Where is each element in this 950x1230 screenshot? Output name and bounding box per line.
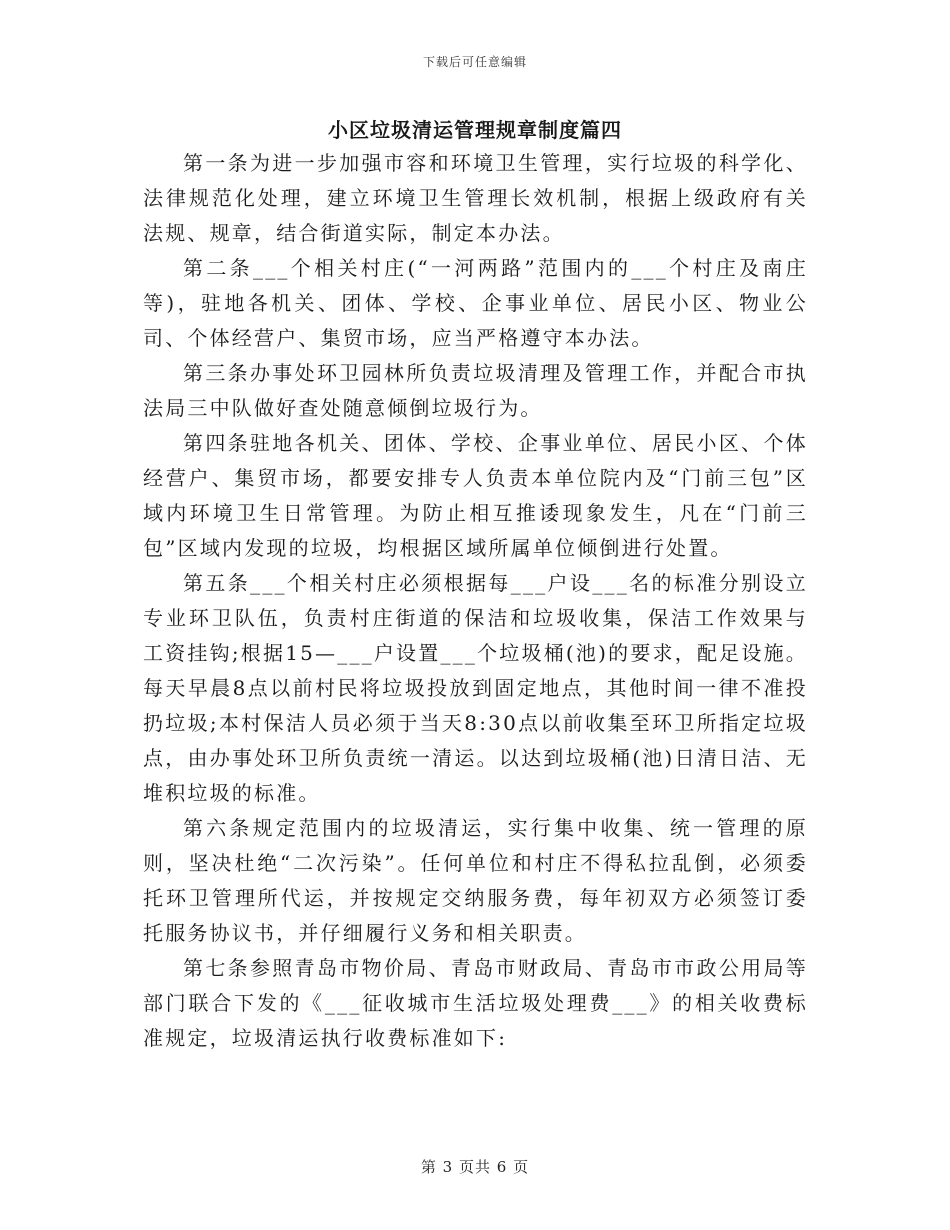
paragraph-article-3: 第三条办事处环卫园林所负责垃圾清理及管理工作，并配合市执法局三中队做好查处随意倾倒垃圾行为。 xyxy=(143,361,808,420)
paragraph-article-4: 第四条驻地各机关、团体、学校、企事业单位、居民小区、个体经营户、集贸市场，都要安排专人负责本单位院内及“门前三包”区域内环境卫生日常管理。为防止相互推诿现象发生，凡在“门前三包”区域内发现的垃圾，均根据区域所属单位倾倒进行处置。 xyxy=(143,431,808,560)
document-title: 小区垃圾清运管理规章制度篇四 xyxy=(328,118,622,142)
paragraph-article-5: 第五条___个相关村庄必须根据每___户设___名的标准分别设立专业环卫队伍，负责村庄街道的保洁和垃圾收集，保洁工作效果与工资挂钩;根据15—___户设置___个垃圾桶(池)的要求，配足设施。每天早晨8点以前村民将垃圾投放到固定地点，其他时间一律不准投扔垃圾;本村保洁人员必须于当天8:30点以前收集至环卫所指定垃圾点，由办事处环卫所负责统一清运。以达到垃圾桶(池)日清日洁、无堆积垃圾的标准。 xyxy=(143,571,808,805)
page-number-footer: 第 3 页共 6 页 xyxy=(420,1158,530,1176)
document-body xyxy=(143,146,808,1056)
paragraph-article-1: 第一条为进一步加强市容和环境卫生管理，实行垃圾的科学化、法律规范化处理，建立环境卫生管理长效机制，根据上级政府有关法规、规章，结合街道实际，制定本办法。 xyxy=(143,151,808,245)
paragraph-article-6: 第六条规定范围内的垃圾清运，实行集中收集、统一管理的原则，坚决杜绝“二次污染”。任何单位和村庄不得私拉乱倒，必须委托环卫管理所代运，并按规定交纳服务费，每年初双方必须签订委托服务协议书，并仔细履行义务和相关职责。 xyxy=(143,816,808,945)
paragraph-article-2: 第二条___个相关村庄(“一河两路”范围内的___个村庄及南庄等)，驻地各机关、团体、学校、企事业单位、居民小区、物业公司、个体经营户、集贸市场，应当严格遵守本办法。 xyxy=(143,256,808,350)
paragraph-article-7: 第七条参照青岛市物价局、青岛市财政局、青岛市市政公用局等部门联合下发的《___征收城市生活垃圾处理费___》的相关收费标准规定，垃圾清运执行收费标准如下: xyxy=(143,956,808,1050)
header-note: 下载后可任意编辑 xyxy=(422,55,527,69)
